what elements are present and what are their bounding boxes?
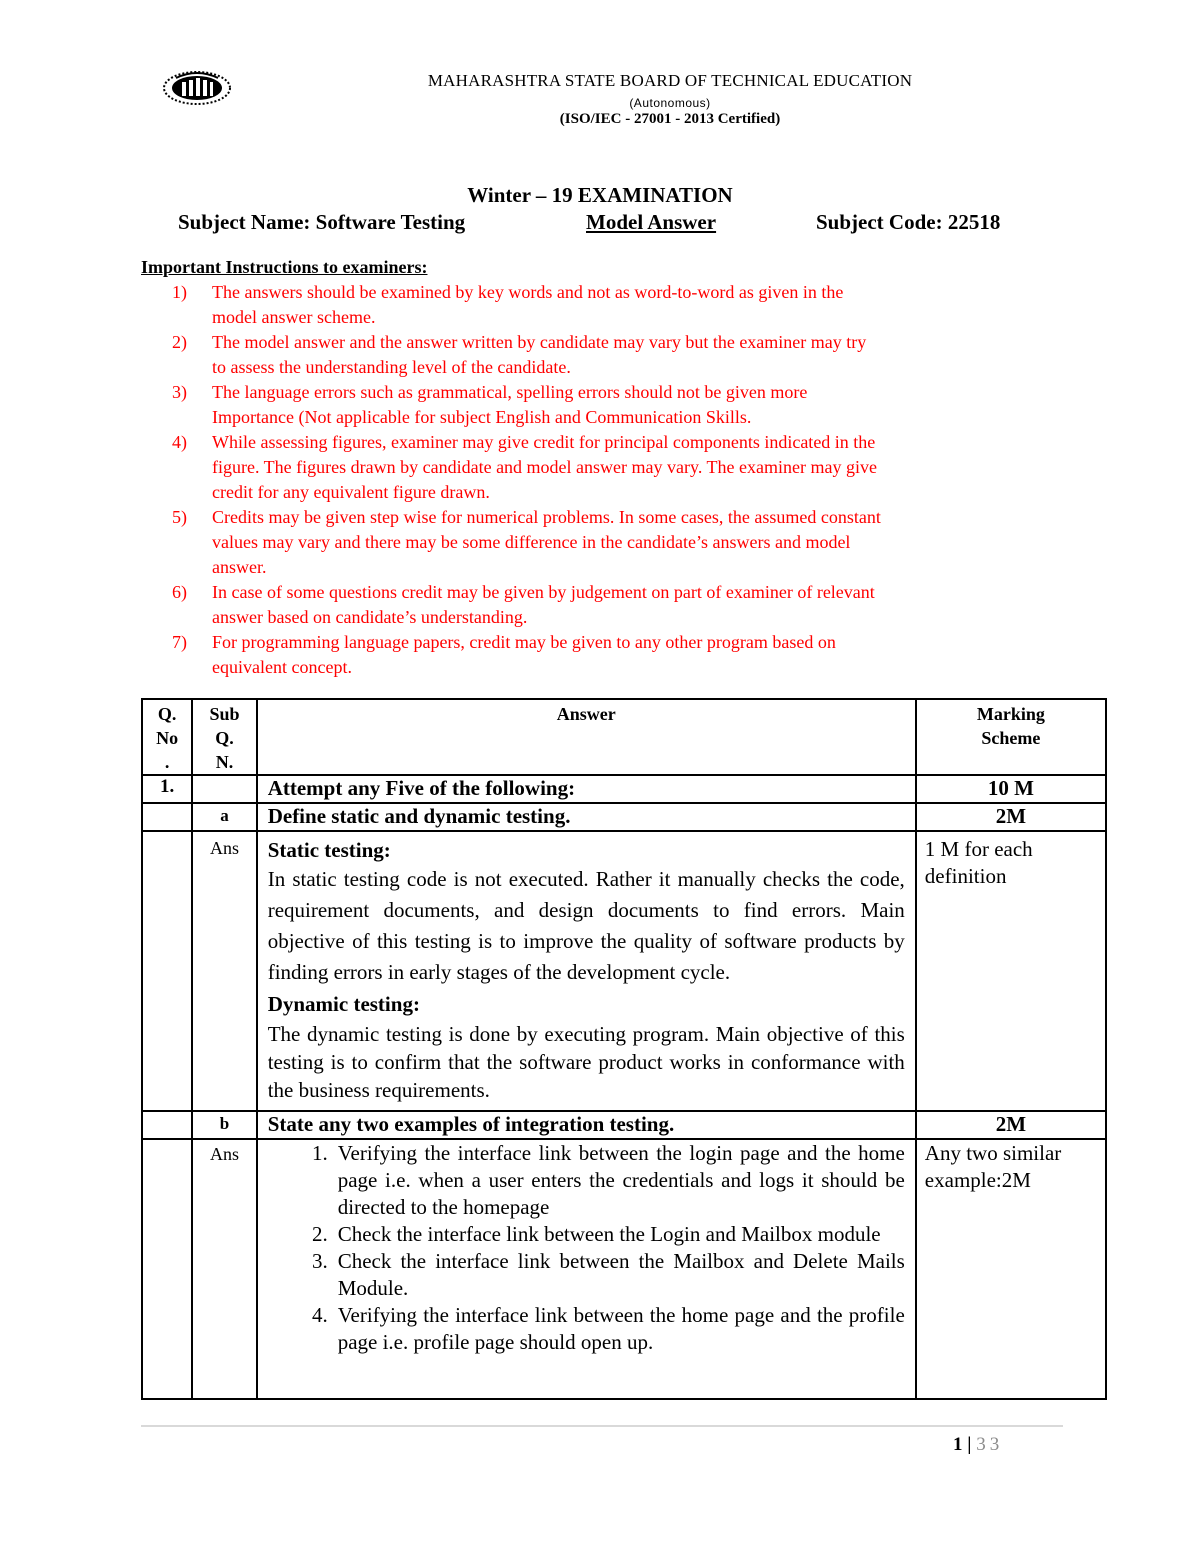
- total-pages: 33: [976, 1434, 1004, 1455]
- question-title: Attempt any Five of the following:: [257, 775, 916, 803]
- list-item: 3. Check the interface link between the Mailbox and Delete Mails Module.: [311, 1249, 905, 1300]
- subject-code: Subject Code: 22518: [816, 210, 1001, 234]
- instructions-list: [172, 280, 1006, 680]
- table-header-row: [142, 699, 1106, 775]
- instruction-item: [172, 630, 1006, 680]
- instruction-number: 5): [172, 507, 187, 527]
- question-marks: 10 M: [916, 775, 1106, 803]
- scheme-cell: 1 M for each definition: [916, 831, 1106, 1111]
- instruction-line: In case of some questions credit may be given by judgement on part of examiner of relevant: [212, 582, 875, 602]
- subquestion-marks: 2M: [916, 1111, 1106, 1139]
- current-page: 1: [953, 1434, 963, 1455]
- instruction-number: 7): [172, 632, 187, 652]
- page-number: [953, 1434, 1003, 1456]
- autonomous-label: (Autonomous): [629, 96, 711, 110]
- subquestion-marks: 2M: [916, 803, 1106, 831]
- empty-cell: [142, 831, 192, 1111]
- page-separator: |: [962, 1434, 977, 1455]
- instruction-line: figure. The figures drawn by candidate and model answer may vary. The examiner may give: [212, 457, 877, 477]
- header-qno: Q. No .: [142, 699, 192, 775]
- empty-cell: [142, 803, 192, 831]
- footer-divider: [141, 1425, 1063, 1427]
- instruction-number: 3): [172, 382, 187, 402]
- instruction-line: model answer scheme.: [212, 307, 376, 327]
- subject-name: Subject Name: Software Testing: [178, 210, 466, 234]
- header-subq: Sub Q. N.: [192, 699, 256, 775]
- instruction-line: to assess the understanding level of the candidate.: [212, 357, 571, 377]
- ans-label: Ans: [192, 831, 256, 1111]
- instruction-line: answer.: [212, 557, 267, 577]
- instruction-line: The answers should be examined by key words and not as word-to-word as given in the: [212, 282, 844, 302]
- instruction-item: [172, 380, 1006, 430]
- subquestion-title: Define static and dynamic testing.: [257, 803, 916, 831]
- table-row: [142, 1139, 1106, 1399]
- instruction-number: 1): [172, 282, 187, 302]
- answer-table: [141, 698, 1107, 1400]
- exam-title: Winter – 19 EXAMINATION: [467, 183, 733, 207]
- instruction-line: Importance (Not applicable for subject English and Communication Skills.: [212, 407, 752, 427]
- empty-cell: [142, 1111, 192, 1139]
- model-answer-label: Model Answer: [586, 210, 717, 234]
- header-answer: Answer: [257, 699, 916, 775]
- instruction-line: While assessing figures, examiner may give credit for principal components indicated in the: [212, 432, 876, 452]
- instructions-heading: Important Instructions to examiners:: [141, 257, 428, 277]
- table-row: [142, 1111, 1106, 1139]
- certification-label: (ISO/IEC - 27001 - 2013 Certified): [559, 111, 781, 127]
- instruction-item: [172, 280, 1006, 330]
- list-item: 1. Verifying the interface link between the login page and the home page i.e. when a user enters the credentials and logs it should be directed to the homepage: [311, 1141, 905, 1219]
- instruction-number: 2): [172, 332, 187, 352]
- instruction-line: equivalent concept.: [212, 657, 352, 677]
- examples-list: [268, 1140, 905, 1356]
- empty-cell: [142, 1139, 192, 1399]
- subquestion-label: a: [192, 803, 256, 831]
- dynamic-heading: Dynamic testing:: [267, 992, 420, 1016]
- instruction-line: Credits may be given step wise for numerical problems. In some cases, the assumed constant: [212, 507, 881, 527]
- subquestion-label: b: [192, 1111, 256, 1139]
- empty-cell: [192, 775, 256, 803]
- instruction-item: [172, 505, 1006, 580]
- question-number: 1.: [142, 775, 192, 803]
- list-item: 2. Check the interface link between the Login and Mailbox module: [311, 1222, 881, 1246]
- dynamic-text: The dynamic testing is done by executing program. Main objective of this testing is to confirm that the software product works in conformance with the business requirements.: [267, 1022, 905, 1102]
- org-name: MAHARASHTRA STATE BOARD OF TECHNICAL EDUCATION: [427, 71, 913, 90]
- table-row: [142, 775, 1106, 803]
- instruction-item: [172, 330, 1006, 380]
- instruction-line: values may vary and there may be some difference in the candidate’s answers and model: [212, 532, 851, 552]
- instruction-item: [172, 430, 1006, 505]
- instruction-line: credit for any equivalent figure drawn.: [212, 482, 490, 502]
- static-heading: Static testing:: [267, 838, 391, 862]
- table-row: [142, 831, 1106, 1111]
- answer-cell: [257, 831, 916, 1111]
- list-item: 4. Verifying the interface link between the home page and the profile page i.e. profile page should open up.: [311, 1303, 905, 1354]
- instruction-item: [172, 580, 1006, 630]
- ans-label: Ans: [192, 1139, 256, 1399]
- table-row: [142, 803, 1106, 831]
- instruction-line: For programming language papers, credit may be given to any other program based on: [212, 632, 836, 652]
- instruction-line: The model answer and the answer written by candidate may vary but the examiner may try: [212, 332, 867, 352]
- answer-cell: [257, 1139, 916, 1399]
- subquestion-title: State any two examples of integration testing.: [257, 1111, 916, 1139]
- static-text: In static testing code is not executed. Rather it manually checks the code, requirement documents, and design documents to find errors. Main objective of this testing is to improve the quality of software products by finding errors in early stages of the development cycle.: [267, 867, 905, 984]
- instruction-line: answer based on candidate’s understanding.: [212, 607, 528, 627]
- scheme-cell: Any two similar example:2M: [916, 1139, 1106, 1399]
- instruction-line: The language errors such as grammatical, spelling errors should not be given more: [212, 382, 808, 402]
- header-marking: Marking Scheme: [916, 699, 1106, 775]
- instruction-number: 4): [172, 432, 187, 452]
- instruction-number: 6): [172, 582, 187, 602]
